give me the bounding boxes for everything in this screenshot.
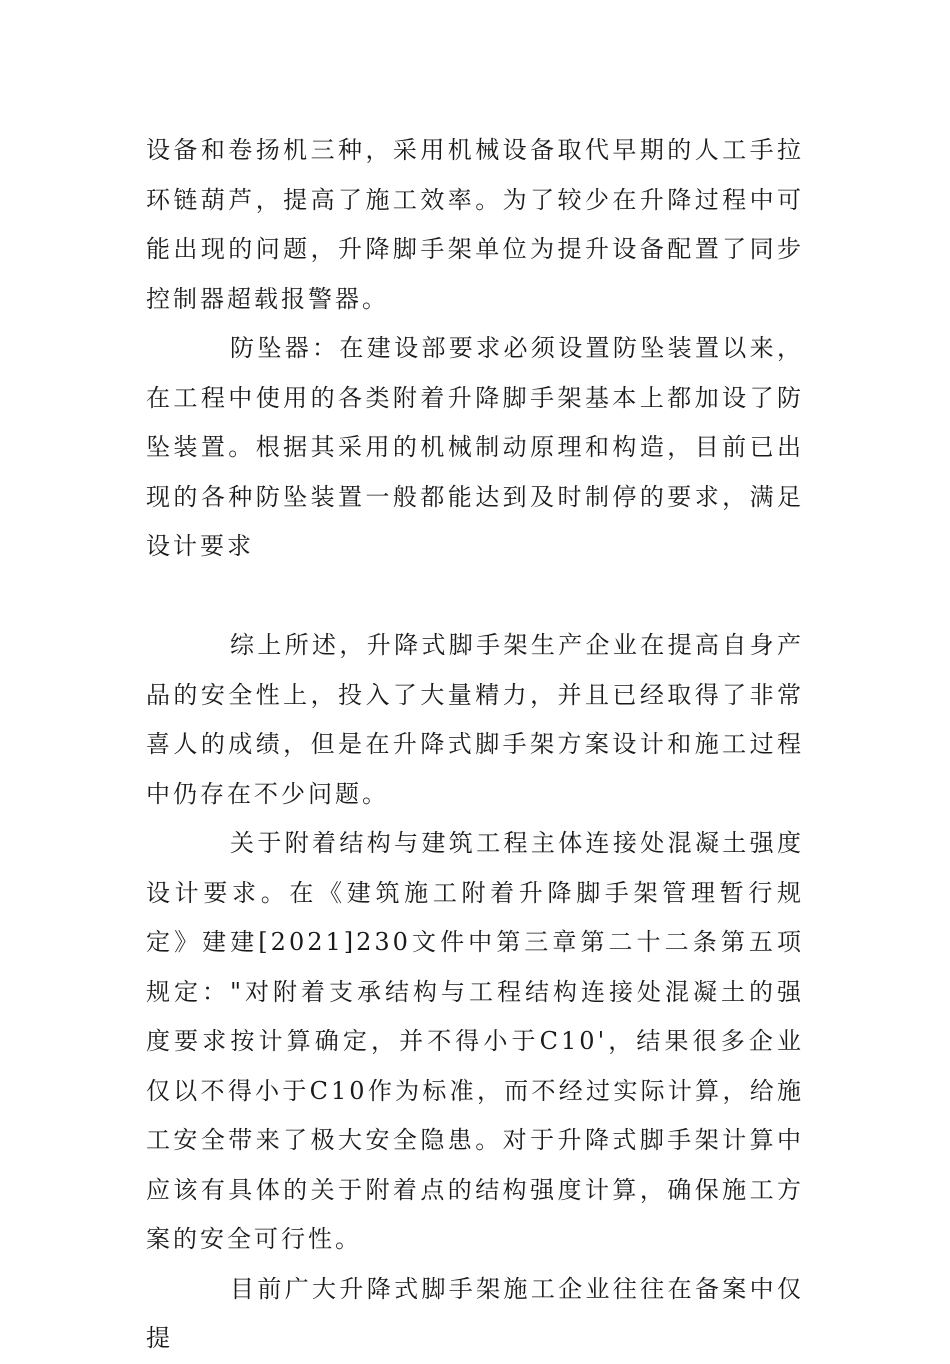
paragraph-lifting-equipment: 设备和卷扬机三种，采用机械设备取代早期的人工手拉环链葫芦，提高了施工效率。为了较少在升降过程中可能出现的问题，升降脚手架单位为提升设备配置了同步控制器超载报警器。	[146, 136, 804, 313]
paragraph-filing-issue: 目前广大升降式脚手架施工企业往往在备案中仅提	[146, 1274, 804, 1352]
paragraph-concrete-strength: 关于附着结构与建筑工程主体连接处混凝土强度设计要求。在《建筑施工附着升降脚手架管理暂行规定》建建[2021]230文件中第三章第二十二条第五项规定："对附着支承结构与工程结构连接处混凝土的强度要求按计算确定，并不得小于C10'，结果很多企业仅以不得小于C10作为标准，而不经过实际计算，给施工安全带来了极大安全隐患。对于升降式脚手架计算中应该有具体的关于附着点的结构强度计算，确保施工方案的安全可行性。	[146, 829, 804, 1253]
document-body	[146, 126, 804, 1364]
paragraph-summary: 综上所述，升降式脚手架生产企业在提高自身产品的安全性上，投入了大量精力，并且已经取得了非常喜人的成绩，但是在升降式脚手架方案设计和施工过程中仍存在不少问题。	[146, 631, 804, 808]
paragraph-anti-fall-device: 防坠器：在建设部要求必须设置防坠装置以来，在工程中使用的各类附着升降脚手架基本上都加设了防坠装置。根据其采用的机械制动原理和构造，目前已出现的各种防坠装置一般都能达到及时制停的要求，满足设计要求	[146, 334, 804, 560]
